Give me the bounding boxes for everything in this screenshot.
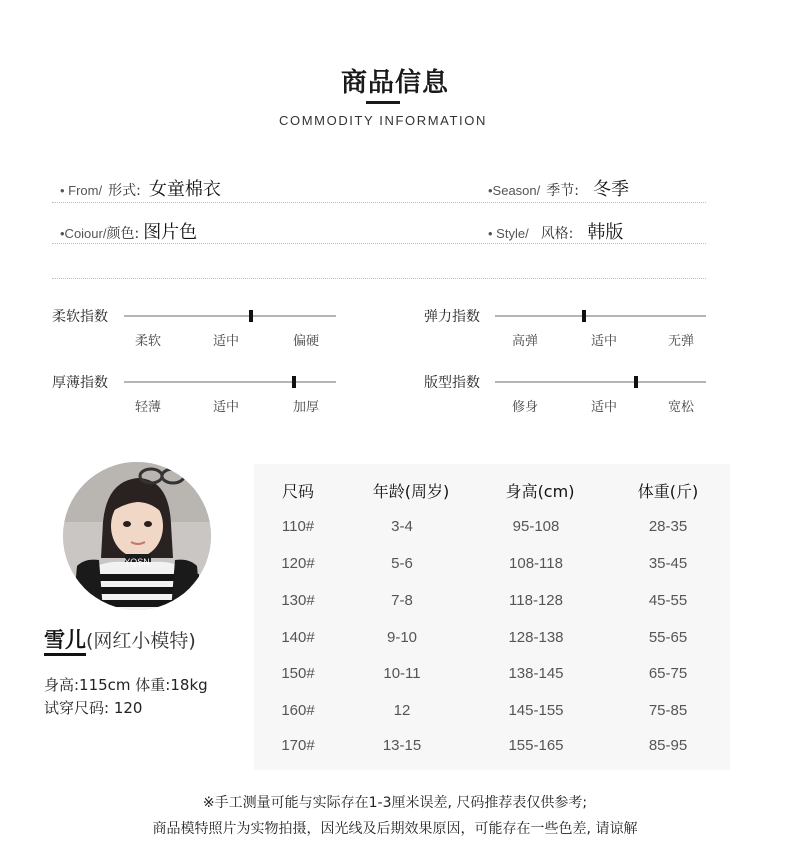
fit-track bbox=[495, 381, 706, 383]
thickness-tick-mid: 适中 bbox=[212, 400, 240, 415]
size-cell-weight: 85-95 bbox=[648, 737, 688, 754]
size-cell-size: 110# bbox=[281, 518, 315, 535]
elasticity-tick-low: 高弹 bbox=[511, 334, 539, 349]
size-cell-height: 118-128 bbox=[509, 592, 563, 609]
elasticity-tick-mid: 适中 bbox=[590, 334, 618, 349]
note-line-2: 商品模特照片为实物拍摄，因光线及后期效果原因，可能存在一些色差, 请谅解 bbox=[152, 821, 638, 837]
page-subtitle: COMMODITY INFORMATION bbox=[279, 113, 487, 128]
divider bbox=[52, 278, 706, 279]
size-cell-weight: 65-75 bbox=[648, 665, 688, 682]
size-cell-weight: 45-55 bbox=[648, 592, 688, 609]
info-row-1 bbox=[52, 175, 706, 200]
size-header-size: 尺码 bbox=[281, 482, 315, 501]
info-season bbox=[488, 175, 629, 201]
model-name: 雪儿 bbox=[44, 628, 86, 656]
thickness-marker bbox=[292, 376, 296, 388]
size-cell-weight: 75-85 bbox=[648, 702, 688, 719]
size-cell-age: 3-4 bbox=[391, 518, 413, 535]
fit-tick-high: 宽松 bbox=[667, 400, 695, 415]
softness-label: 柔软指数 bbox=[52, 309, 108, 325]
size-cell-weight: 28-35 bbox=[648, 518, 688, 535]
info-season-value: 冬季 bbox=[592, 179, 629, 200]
info-from-label: 形式: bbox=[108, 183, 141, 199]
title-underline bbox=[366, 101, 400, 104]
fit-tick-mid: 适中 bbox=[590, 400, 618, 415]
model-stats: 身高:115cm 体重:18kg bbox=[44, 676, 208, 694]
thickness-track bbox=[124, 381, 336, 383]
size-cell-size: 150# bbox=[281, 665, 315, 682]
fit-label: 版型指数 bbox=[424, 375, 480, 391]
info-style bbox=[488, 218, 623, 244]
model-avatar bbox=[63, 462, 211, 610]
softness-index bbox=[52, 306, 336, 349]
info-colour-label: 颜色: bbox=[106, 226, 140, 242]
size-cell-height: 155-165 bbox=[508, 737, 564, 754]
softness-track bbox=[124, 315, 336, 317]
elasticity-label: 弹力指数 bbox=[424, 309, 480, 325]
fit-tick-low: 修身 bbox=[511, 400, 539, 415]
size-cell-height: 145-155 bbox=[508, 702, 564, 719]
model-size: 试穿尺码: 120 bbox=[44, 699, 143, 717]
size-cell-weight: 55-65 bbox=[648, 629, 688, 646]
size-cell-age: 12 bbox=[393, 702, 411, 719]
elasticity-tick-high: 无弹 bbox=[667, 334, 695, 349]
info-colour-value: 图片色 bbox=[143, 222, 198, 243]
divider bbox=[52, 243, 706, 244]
info-style-label: 风格: bbox=[540, 226, 574, 242]
elasticity-marker bbox=[582, 310, 586, 322]
thickness-tick-low: 轻薄 bbox=[134, 400, 162, 415]
size-cell-age: 10-11 bbox=[383, 665, 421, 682]
size-cell-height: 108-118 bbox=[509, 555, 563, 572]
divider bbox=[52, 202, 706, 203]
softness-tick-mid: 适中 bbox=[212, 334, 240, 349]
softness-tick-low: 柔软 bbox=[134, 334, 162, 349]
size-cell-size: 140# bbox=[281, 629, 315, 646]
fit-marker bbox=[634, 376, 638, 388]
softness-marker bbox=[249, 310, 253, 322]
size-table bbox=[254, 464, 730, 770]
size-cell-size: 120# bbox=[281, 555, 315, 572]
info-colour bbox=[60, 218, 197, 244]
fit-index bbox=[424, 372, 706, 415]
shirt-text: YQSN bbox=[124, 557, 150, 567]
elasticity-track bbox=[495, 315, 706, 317]
size-cell-age: 5-6 bbox=[391, 555, 413, 572]
size-cell-age: 13-15 bbox=[382, 737, 422, 754]
info-season-label: 季节: bbox=[546, 183, 579, 199]
info-row-2 bbox=[52, 218, 706, 243]
model-photo bbox=[63, 462, 211, 610]
thickness-index bbox=[52, 372, 336, 415]
size-cell-size: 130# bbox=[281, 592, 315, 609]
size-cell-weight: 35-45 bbox=[648, 555, 688, 572]
info-season-en: •Season/ bbox=[488, 183, 541, 198]
info-colour-en: •Coiour/ bbox=[60, 226, 107, 241]
info-from bbox=[60, 175, 221, 201]
info-from-value: 女童棉衣 bbox=[148, 179, 221, 200]
size-header-height: 身高(cm) bbox=[505, 482, 575, 501]
size-cell-size: 160# bbox=[281, 702, 315, 719]
thickness-tick-high: 加厚 bbox=[292, 400, 320, 415]
size-cell-height: 128-138 bbox=[508, 629, 564, 646]
size-cell-height: 138-145 bbox=[508, 665, 564, 682]
size-header-age: 年龄(周岁) bbox=[372, 482, 450, 501]
model-name-line bbox=[44, 624, 196, 654]
size-cell-size: 170# bbox=[281, 737, 315, 754]
model-tag: (网红小模特) bbox=[86, 630, 196, 652]
page-title: 商品信息 bbox=[340, 68, 449, 98]
size-cell-age: 9-10 bbox=[386, 629, 418, 646]
elasticity-index bbox=[424, 306, 706, 349]
size-cell-age: 7-8 bbox=[391, 592, 413, 609]
note-line-1: ※手工测量可能与实际存在1-3厘米误差, 尺码推荐表仅供参考; bbox=[202, 795, 588, 811]
info-style-value: 韩版 bbox=[587, 222, 624, 243]
softness-tick-high: 偏硬 bbox=[292, 334, 320, 349]
info-style-en: • Style/ bbox=[488, 226, 529, 241]
size-cell-height: 95-108 bbox=[512, 518, 560, 535]
size-header-weight: 体重(斤) bbox=[637, 482, 699, 501]
info-from-en: • From/ bbox=[60, 183, 103, 198]
thickness-label: 厚薄指数 bbox=[52, 375, 108, 391]
